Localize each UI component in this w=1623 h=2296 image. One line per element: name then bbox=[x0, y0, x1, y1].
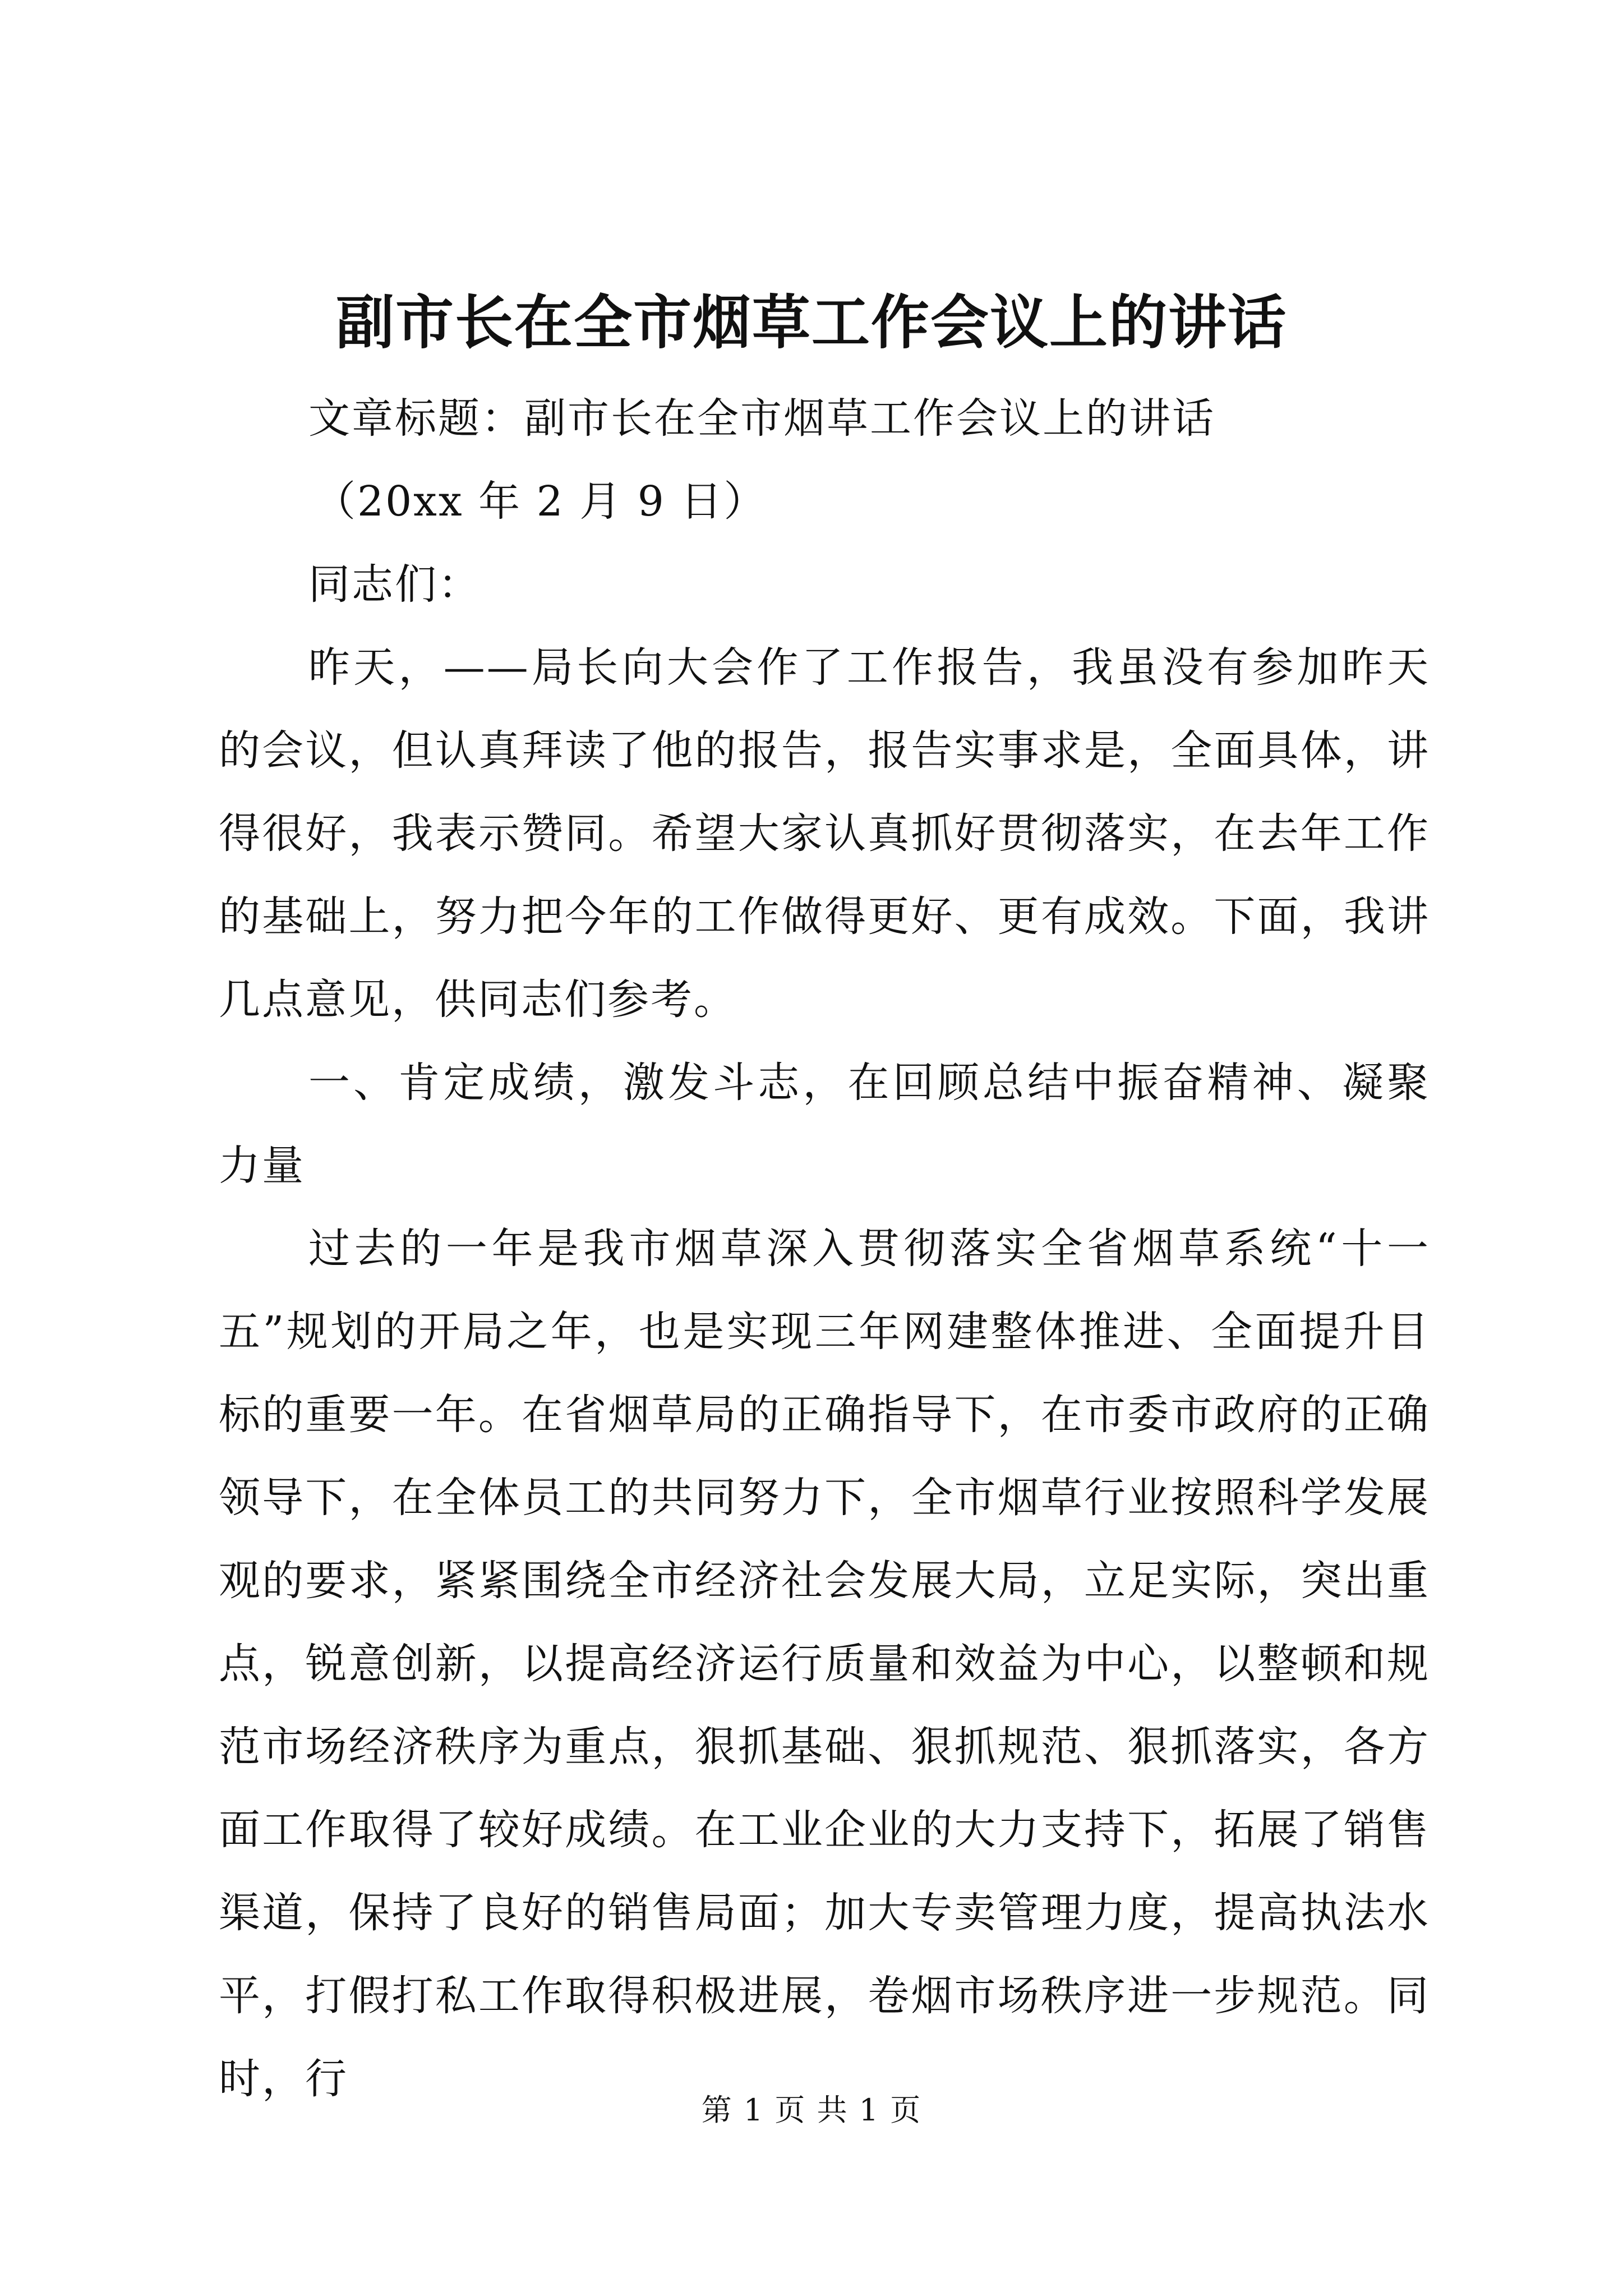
section-heading-1: 一、肯定成绩，激发斗志，在回顾总结中振奋精神、凝聚力量 bbox=[219, 1059, 1430, 1190]
salutation: 同志们： bbox=[308, 560, 481, 609]
document-body bbox=[219, 377, 1430, 2120]
paragraph-review: 过去的一年是我市烟草深入贯彻落实全省烟草系统“十一五”规划的开局之年，也是实现三年网建整体推进、全面提升目标的重要一年。在省烟草局的正确指导下，在市委市政府的正确领导下，在全体员工的共同努力下，全市烟草行业按照科学发展观的要求，紧紧围绕全市经济社会发展大局，立足实际，突出重点，锐意创新，以提高经济运行质量和效益为中心，以整顿和规范市场经济秩序为重点，狠抓基础、狠抓规范、狠抓落实，各方面工作取得了较好成绩。在工业企业的大力支持下，拓展了销售渠道，保持了良好的销售局面；加大专卖管理力度，提高执法水平，打假打私工作取得积极进展，卷烟市场秩序进一步规范。同时，行 bbox=[219, 1225, 1430, 2103]
article-title-line: 文章标题：副市长在全市烟草工作会议上的讲话 bbox=[308, 394, 1215, 443]
document-title: 副市长在全市烟草工作会议上的讲话 bbox=[335, 288, 1287, 357]
paragraph-intro: 昨天，——局长向大会作了工作报告，我虽没有参加昨天的会议，但认真拜读了他的报告，报告实事求是，全面具体，讲得很好，我表示赞同。希望大家认真抓好贯彻落实，在去年工作的基础上，努力把今年的工作做得更好、更有成效。下面，我讲几点意见，供同志们参考。 bbox=[219, 643, 1430, 1024]
page-footer: 第 1 页 共 1 页 bbox=[701, 2092, 922, 2128]
speech-date: （20xx 年 2 月 9 日） bbox=[314, 477, 767, 526]
